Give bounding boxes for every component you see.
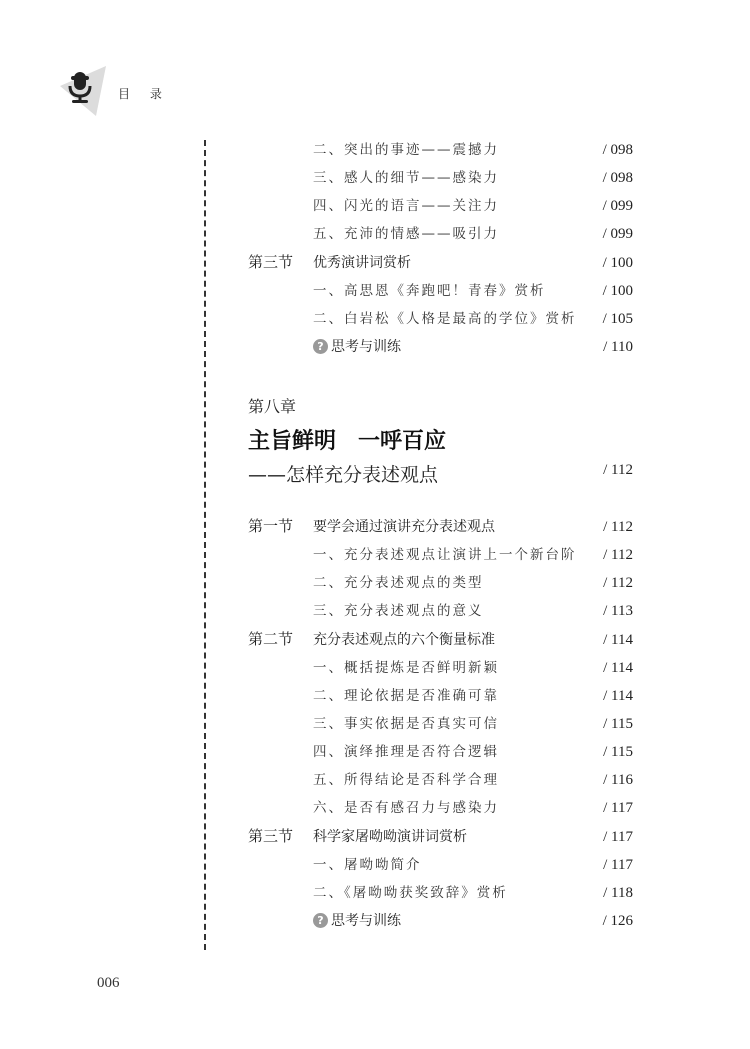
entry-label: 一、高思恩《奔跑吧！青春》赏析 xyxy=(313,283,546,299)
section-number: 第一节 xyxy=(248,519,294,535)
entry-page: / 116 xyxy=(603,772,633,788)
toc-exercise[interactable] xyxy=(0,335,750,359)
toc-entry[interactable] xyxy=(0,599,750,623)
entry-label: 一、概括提炼是否鲜明新颖 xyxy=(313,660,499,676)
entry-page: / 113 xyxy=(603,603,633,619)
entry-label: 二、充分表述观点的类型 xyxy=(313,575,484,591)
toc-entry[interactable] xyxy=(0,768,750,792)
toc-entry[interactable] xyxy=(0,222,750,246)
entry-page: / 099 xyxy=(602,198,633,214)
chapter-subtitle: ——怎样充分表述观点 xyxy=(248,464,439,486)
entry-label: 三、事实依据是否真实可信 xyxy=(313,716,499,732)
entry-label: 二、突出的事迹——震撼力 xyxy=(313,142,499,158)
entry-page: / 098 xyxy=(602,142,633,158)
section-number: 第三节 xyxy=(248,255,294,271)
entry-page: / 112 xyxy=(603,547,633,563)
toc-entry[interactable] xyxy=(0,279,750,303)
entry-page: / 098 xyxy=(602,170,633,186)
toc-entry[interactable] xyxy=(0,796,750,820)
toc-entry[interactable] xyxy=(0,571,750,595)
entry-label: 五、所得结论是否科学合理 xyxy=(313,772,499,788)
question-icon: ? xyxy=(313,339,328,354)
section-title: 要学会通过演讲充分表述观点 xyxy=(313,519,495,535)
toc-entry[interactable] xyxy=(0,656,750,680)
toc-entry[interactable] xyxy=(0,543,750,567)
toc-section[interactable] xyxy=(0,515,750,539)
exercise-label: 思考与训练 xyxy=(331,913,401,929)
section-page: / 100 xyxy=(602,255,633,271)
entry-label: 二、理论依据是否准确可靠 xyxy=(313,688,499,704)
toc-entry[interactable] xyxy=(0,853,750,877)
toc-section[interactable] xyxy=(0,825,750,849)
entry-page: / 114 xyxy=(603,688,633,704)
toc-title: 目 录 xyxy=(118,87,170,101)
entry-page: / 100 xyxy=(602,283,633,299)
toc-section[interactable] xyxy=(0,628,750,652)
toc-section[interactable] xyxy=(0,251,750,275)
entry-page: / 099 xyxy=(602,226,633,242)
entry-page: / 115 xyxy=(603,716,633,732)
entry-label: 五、充沛的情感——吸引力 xyxy=(313,226,499,242)
toc-entry[interactable] xyxy=(0,138,750,162)
toc-entry[interactable] xyxy=(0,881,750,905)
entry-page: / 110 xyxy=(603,339,633,355)
chapter-title[interactable]: 主旨鲜明 一呼百应 xyxy=(248,429,447,454)
entry-label: 二、《屠呦呦获奖致辞》赏析 xyxy=(313,885,508,901)
section-page: / 114 xyxy=(603,632,633,648)
entry-label: 三、感人的细节——感染力 xyxy=(313,170,499,186)
entry-label: 六、是否有感召力与感染力 xyxy=(313,800,499,816)
toc-entry[interactable] xyxy=(0,307,750,331)
section-title: 充分表述观点的六个衡量标准 xyxy=(313,632,495,648)
entry-page: / 105 xyxy=(602,311,633,327)
entry-page: / 117 xyxy=(603,857,633,873)
entry-page: / 115 xyxy=(603,744,633,760)
page-number: 006 xyxy=(97,975,120,991)
entry-page: / 114 xyxy=(603,660,633,676)
entry-page: / 117 xyxy=(603,800,633,816)
entry-label: 四、演绎推理是否符合逻辑 xyxy=(313,744,499,760)
section-number: 第二节 xyxy=(248,632,294,648)
section-title: 科学家屠呦呦演讲词赏析 xyxy=(313,829,467,845)
entry-label: 一、充分表述观点让演讲上一个新台阶 xyxy=(313,547,577,563)
section-page: / 112 xyxy=(603,519,633,535)
toc-exercise[interactable] xyxy=(0,909,750,933)
toc-header xyxy=(58,64,188,124)
entry-label: 一、屠呦呦简介 xyxy=(313,857,422,873)
exercise-label: 思考与训练 xyxy=(331,339,401,355)
entry-page: / 118 xyxy=(603,885,633,901)
entry-label: 三、充分表述观点的意义 xyxy=(313,603,484,619)
toc-entry[interactable] xyxy=(0,712,750,736)
section-page: / 117 xyxy=(603,829,633,845)
chapter-number: 第八章 xyxy=(248,397,297,416)
entry-label: 四、闪光的语言——关注力 xyxy=(313,198,499,214)
entry-page: / 126 xyxy=(602,913,633,929)
entry-page: / 112 xyxy=(603,575,633,591)
exercise-label-group xyxy=(313,335,401,359)
section-number: 第三节 xyxy=(248,829,294,845)
exercise-label-group xyxy=(313,909,401,933)
question-icon: ? xyxy=(313,913,328,928)
toc-entry[interactable] xyxy=(0,740,750,764)
microphone-icon xyxy=(58,64,118,124)
toc-entry[interactable] xyxy=(0,194,750,218)
section-title: 优秀演讲词赏析 xyxy=(313,255,411,271)
entry-label: 二、白岩松《人格是最高的学位》赏析 xyxy=(313,311,577,327)
chapter-page: / 112 xyxy=(603,462,633,478)
toc-entry[interactable] xyxy=(0,166,750,190)
toc-entry[interactable] xyxy=(0,684,750,708)
